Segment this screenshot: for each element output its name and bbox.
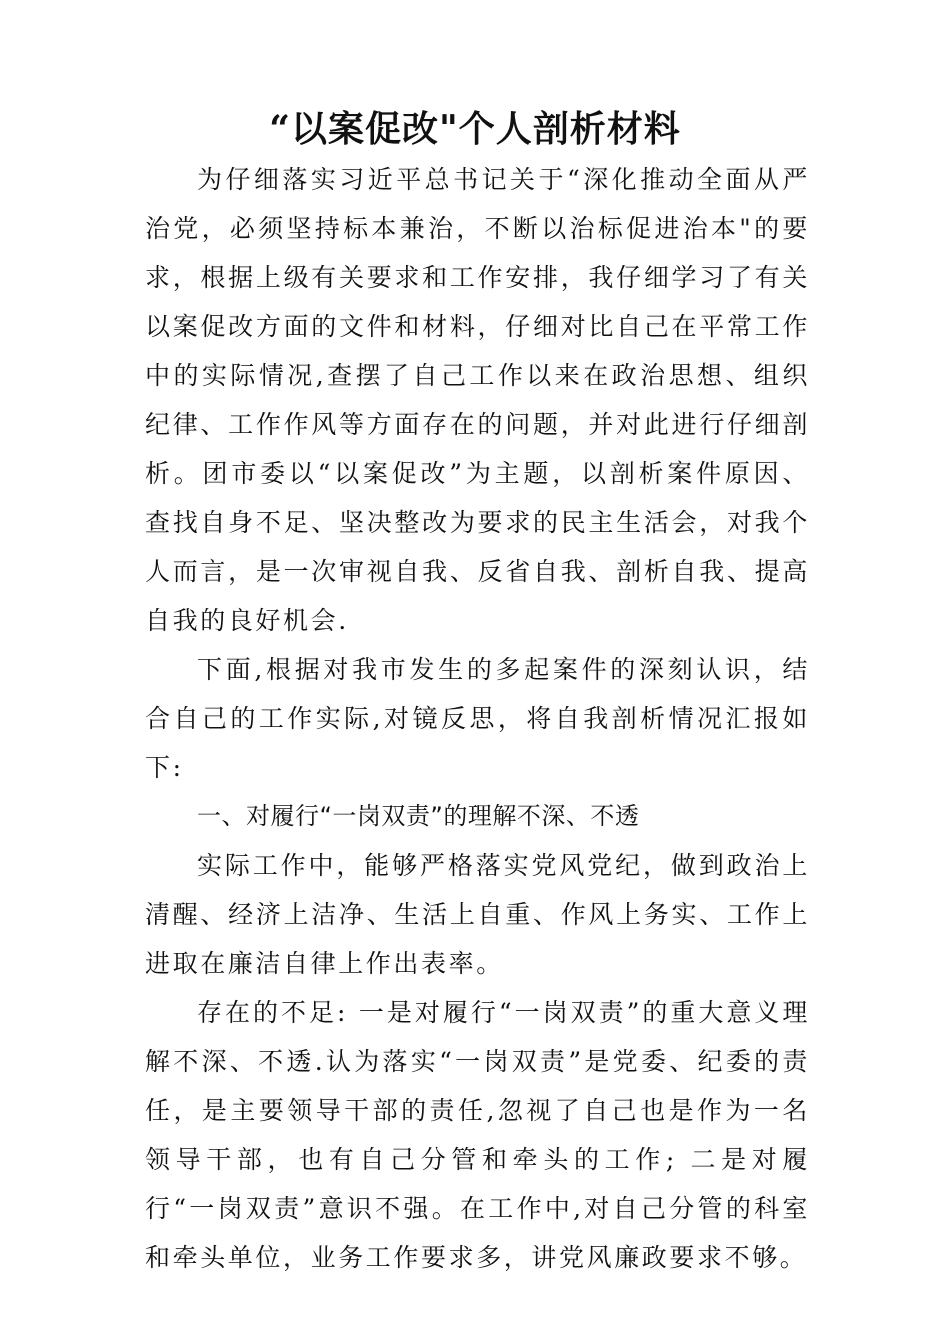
report-intro-paragraph: 下面,根据对我市发生的多起案件的深刻认识，结合自己的工作实际,对镜反思，将自我剖析情况汇报如下: xyxy=(145,655,810,782)
section-heading-1: 一、对履行“一岗双责”的理解不深、不透 xyxy=(197,802,640,830)
section1-paragraph-2: 存在的不足: 一是对履行“一岗双责”的重大意义理解不深、不透.认为落实“一岗双责”是党委、纪委的责任，是主要领导干部的责任,忽视了自己也是作为一名领导干部，也有自己分管和牵头的工作; 二是对履行“一岗双责”意识不强。在工作中,对自己分管的科室和牵头单位，业务工作要求多，讲党风廉政要求不够。 xyxy=(145,998,810,1272)
document-title: “以案促改"个人剖析材料 xyxy=(269,108,681,150)
document-body xyxy=(145,155,810,1282)
section1-paragraph-1: 实际工作中，能够严格落实党风党纪，做到政治上清醒、经济上洁净、生活上自重、作风上务实、工作上进取在廉洁自律上作出表率。 xyxy=(145,851,810,978)
intro-paragraph: 为仔细落实习近平总书记关于“深化推动全面从严治党，必须坚持标本兼治，不断以治标促进治本"的要求，根据上级有关要求和工作安排，我仔细学习了有关以案促改方面的文件和材料，仔细对比自己在平常工作中的实际情况,查摆了自己工作以来在政治思想、组织纪律、工作作风等方面存在的问题，并对此进行仔细剖析。团市委以“以案促改”为主题，以剖析案件原因、查找自身不足、坚决整改为要求的民主生活会，对我个人而言，是一次审视自我、反省自我、剖析自我、提高自我的良好机会. xyxy=(145,165,810,635)
